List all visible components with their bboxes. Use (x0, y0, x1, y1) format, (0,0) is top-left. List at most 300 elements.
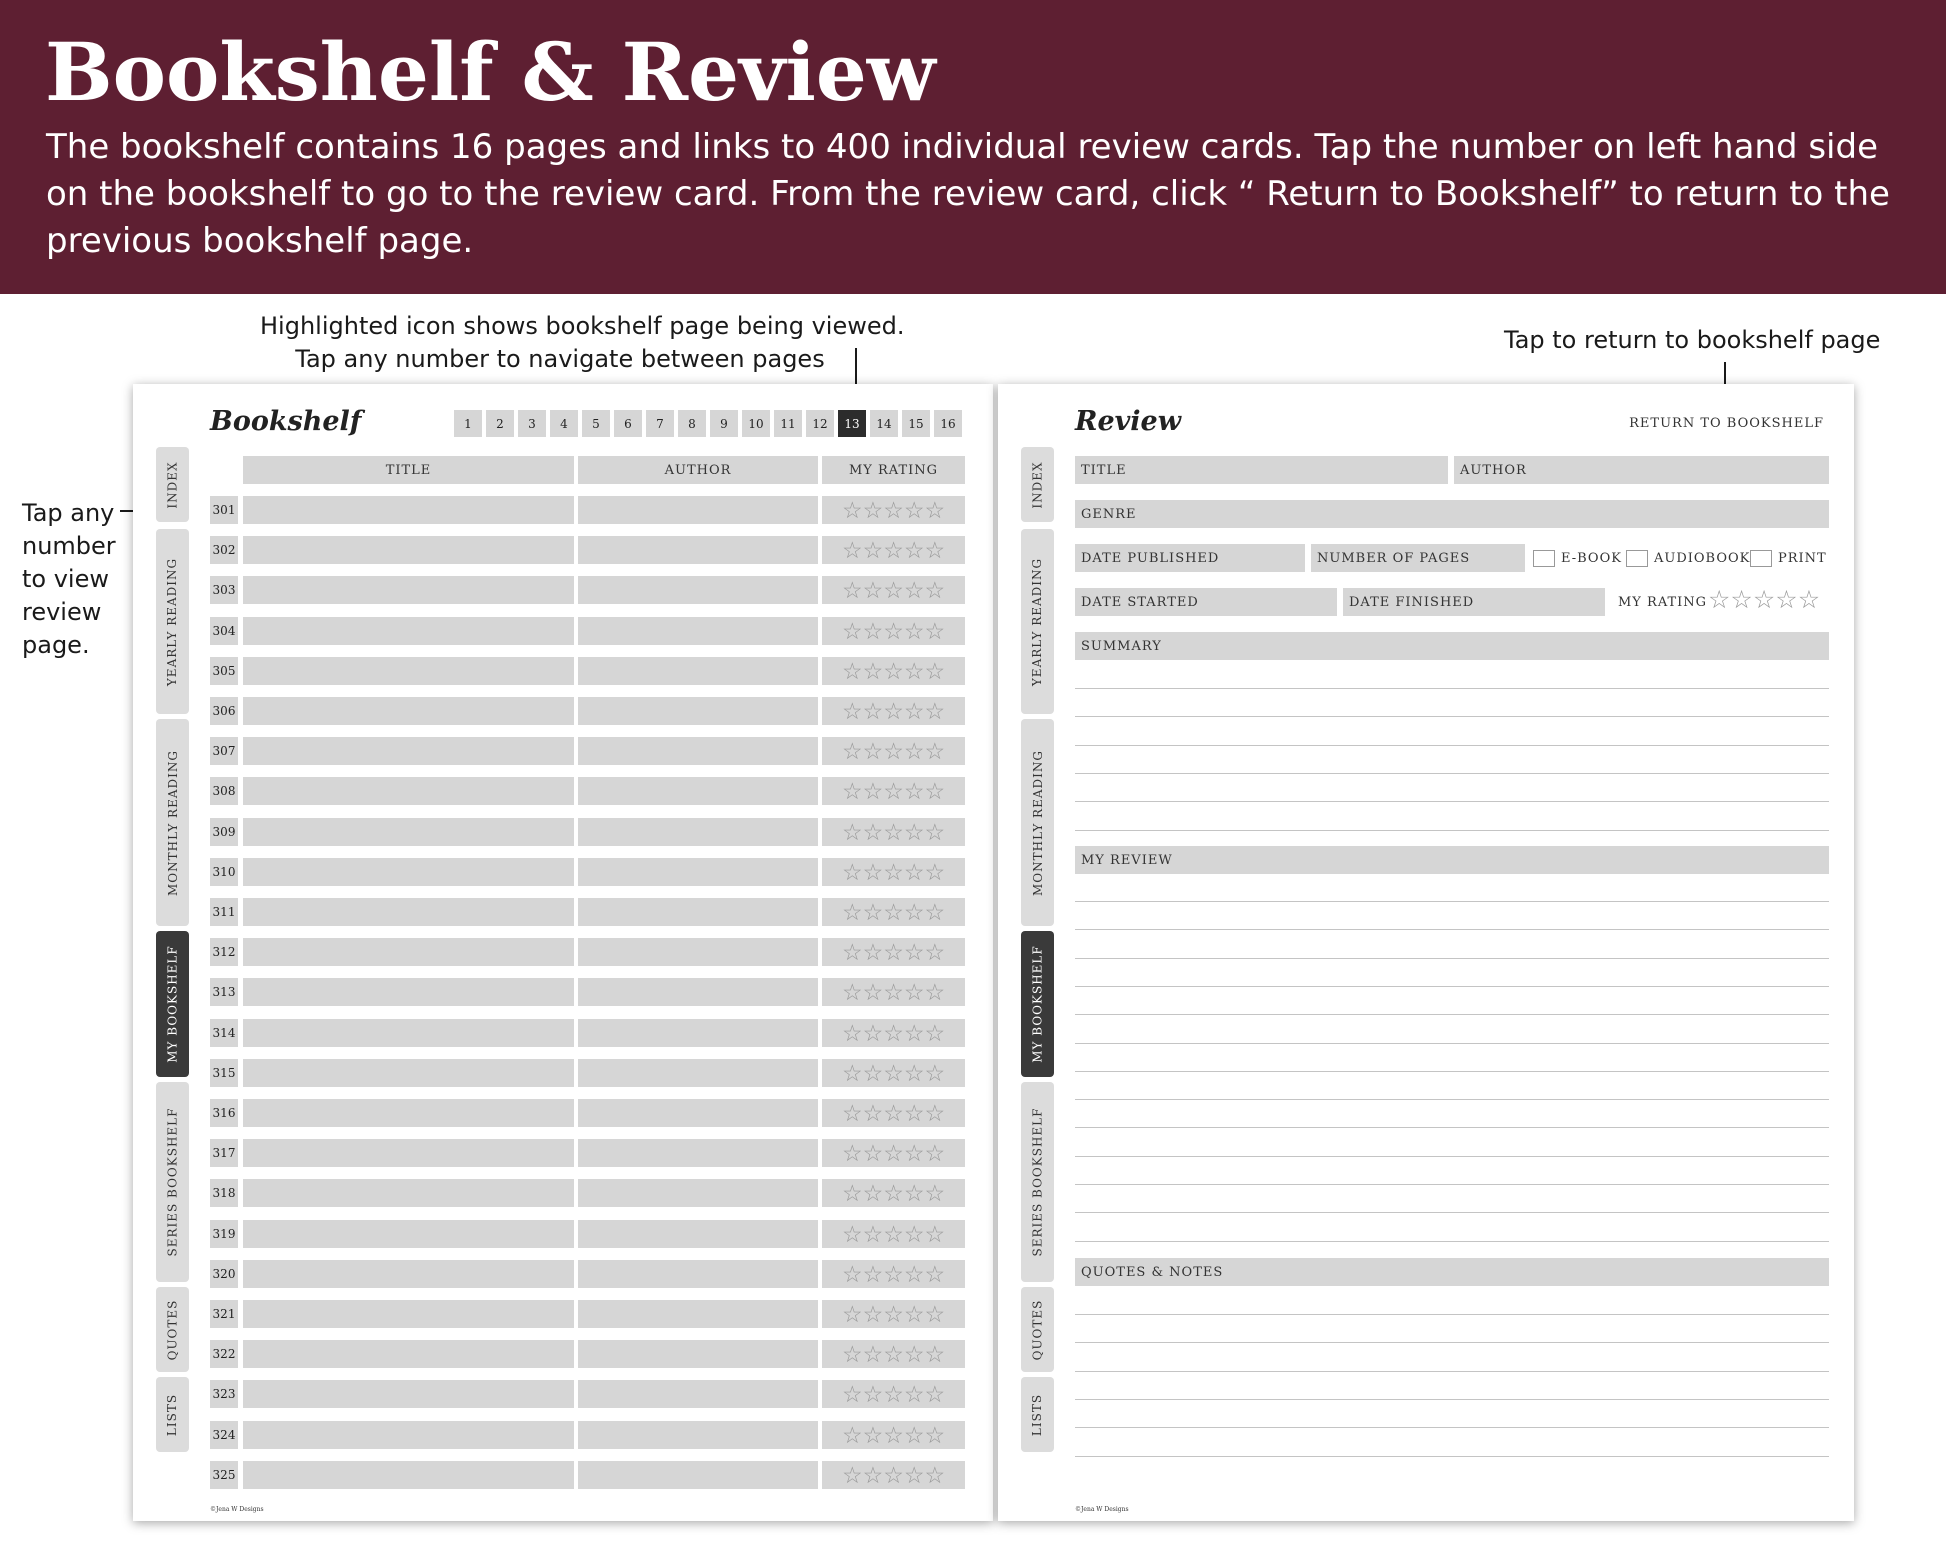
star-outline-icon[interactable]: ☆ (924, 738, 946, 765)
star-outline-icon[interactable]: ☆ (841, 1461, 863, 1488)
row-number-link[interactable]: 317 (210, 1139, 238, 1167)
star-outline-icon[interactable]: ☆ (903, 1100, 925, 1126)
star-outline-icon[interactable]: ☆ (883, 1461, 904, 1488)
star-outline-icon[interactable]: ☆ (903, 1421, 925, 1448)
tab-my-bookshelf[interactable] (1021, 931, 1054, 1077)
star-outline-icon[interactable]: ☆ (841, 1381, 863, 1408)
star-outline-icon[interactable]: ☆ (903, 858, 925, 885)
star-outline-icon[interactable]: ☆ (903, 818, 925, 845)
star-outline-icon[interactable]: ☆ (883, 657, 904, 684)
title-cell[interactable] (243, 1461, 574, 1489)
title-cell[interactable] (243, 657, 574, 685)
title-cell[interactable] (243, 1179, 574, 1207)
star-outline-icon[interactable]: ☆ (862, 1301, 884, 1327)
star-outline-icon[interactable]: ☆ (903, 1180, 925, 1207)
rating-cell (822, 1139, 965, 1167)
star-outline-icon[interactable]: ☆ (924, 657, 946, 684)
star-outline-icon[interactable]: ☆ (903, 939, 925, 966)
star-outline-icon[interactable]: ☆ (862, 1260, 884, 1287)
row-number-link[interactable]: 303 (210, 576, 238, 604)
author-cell[interactable] (578, 576, 818, 604)
star-outline-icon[interactable]: ☆ (841, 657, 863, 684)
tab-label: MONTHLY READING (1030, 749, 1045, 896)
row-number-annotation: Tap any number to view review page. (22, 499, 116, 659)
table-row (210, 1260, 964, 1288)
row-number-link[interactable]: 322 (210, 1340, 238, 1368)
row-number-link[interactable]: 324 (210, 1421, 238, 1449)
tab-quotes[interactable] (156, 1287, 189, 1372)
star-outline-icon[interactable]: ☆ (841, 1019, 863, 1046)
star-outline-icon[interactable]: ☆ (1797, 586, 1821, 614)
star-outline-icon[interactable]: ☆ (924, 818, 946, 845)
title-column-header: TITLE (243, 456, 574, 484)
row-number-link[interactable]: 312 (210, 938, 238, 966)
writing-line[interactable] (1075, 1099, 1829, 1100)
page-number-button[interactable]: 6 (614, 410, 642, 437)
star-outline-icon[interactable]: ☆ (924, 778, 946, 805)
number-of-pages-field[interactable]: NUMBER OF PAGES (1311, 544, 1525, 572)
star-outline-icon[interactable]: ☆ (841, 778, 863, 805)
tab-lists[interactable] (1021, 1377, 1054, 1452)
star-outline-icon[interactable]: ☆ (924, 858, 946, 885)
star-outline-icon[interactable]: ☆ (862, 497, 884, 523)
title-cell[interactable] (243, 1059, 574, 1087)
title-cell[interactable] (243, 777, 574, 805)
writing-line[interactable] (1075, 1212, 1829, 1213)
row-number-link[interactable]: 302 (210, 536, 238, 564)
star-outline-icon[interactable]: ☆ (903, 899, 925, 925)
star-outline-icon[interactable]: ☆ (862, 1220, 884, 1247)
row-number-link[interactable]: 309 (210, 818, 238, 846)
star-outline-icon[interactable]: ☆ (924, 1260, 946, 1287)
star-outline-icon[interactable]: ☆ (924, 1140, 946, 1167)
star-outline-icon[interactable]: ☆ (903, 1220, 925, 1247)
star-outline-icon[interactable]: ☆ (924, 537, 946, 564)
author-cell[interactable] (578, 657, 818, 685)
tab-label: INDEX (1030, 460, 1045, 509)
star-outline-icon[interactable]: ☆ (841, 617, 863, 644)
tab-yearly-reading[interactable] (156, 529, 189, 714)
author-cell[interactable] (578, 978, 818, 1006)
row-number-link[interactable]: 304 (210, 617, 238, 645)
star-outline-icon[interactable]: ☆ (883, 1301, 904, 1327)
author-cell[interactable] (578, 1260, 818, 1288)
author-field[interactable]: AUTHOR (1454, 456, 1829, 484)
row-number-link[interactable]: 314 (210, 1019, 238, 1047)
star-outline-icon[interactable]: ☆ (883, 738, 904, 765)
tab-label: INDEX (165, 460, 180, 509)
star-outline-icon[interactable]: ☆ (903, 497, 925, 523)
tab-quotes[interactable] (1021, 1287, 1054, 1372)
writing-line[interactable] (1075, 986, 1829, 987)
author-cell[interactable] (578, 1220, 818, 1248)
page-number-button[interactable]: 1 (454, 410, 482, 437)
return-annotation: Tap to return to bookshelf page (1504, 326, 1881, 354)
writing-line[interactable] (1075, 716, 1829, 717)
table-row (210, 1461, 964, 1489)
star-outline-icon[interactable]: ☆ (862, 1461, 884, 1488)
page-number-button[interactable]: 15 (902, 410, 930, 437)
star-outline-icon[interactable]: ☆ (883, 979, 904, 1006)
row-number-link[interactable]: 318 (210, 1179, 238, 1207)
star-outline-icon[interactable]: ☆ (841, 1301, 863, 1327)
writing-line[interactable] (1075, 801, 1829, 802)
star-outline-icon[interactable]: ☆ (883, 577, 904, 604)
title-cell[interactable] (243, 1421, 574, 1449)
title-cell[interactable] (243, 938, 574, 966)
star-outline-icon[interactable]: ☆ (1730, 586, 1753, 614)
writing-line[interactable] (1075, 1127, 1829, 1128)
star-outline-icon[interactable]: ☆ (903, 1301, 925, 1327)
author-cell[interactable] (578, 858, 818, 886)
star-outline-icon[interactable]: ☆ (924, 1220, 946, 1247)
star-outline-icon[interactable]: ☆ (1775, 586, 1798, 614)
star-outline-icon[interactable]: ☆ (883, 1100, 904, 1126)
star-outline-icon[interactable]: ☆ (862, 617, 884, 644)
star-outline-icon[interactable]: ☆ (841, 1140, 863, 1167)
author-cell[interactable] (578, 1139, 818, 1167)
writing-line[interactable] (1075, 1156, 1829, 1157)
star-outline-icon[interactable]: ☆ (862, 1100, 884, 1126)
my-rating-label: MY RATING (1618, 595, 1708, 610)
star-outline-icon[interactable]: ☆ (841, 939, 863, 966)
row-number-link[interactable]: 319 (210, 1220, 238, 1248)
title-cell[interactable] (243, 1220, 574, 1248)
author-cell[interactable] (578, 1179, 818, 1207)
star-outline-icon[interactable]: ☆ (883, 1019, 904, 1046)
return-to-bookshelf-link[interactable]: RETURN TO BOOKSHELF (1629, 416, 1824, 431)
star-outline-icon[interactable]: ☆ (903, 979, 925, 1006)
star-outline-icon[interactable]: ☆ (903, 1059, 925, 1086)
row-number-link[interactable]: 323 (210, 1380, 238, 1408)
title-cell[interactable] (243, 1380, 574, 1408)
my-review-header: MY REVIEW (1075, 846, 1829, 874)
author-cell[interactable] (578, 898, 818, 926)
title-field[interactable]: TITLE (1075, 456, 1448, 484)
writing-line[interactable] (1075, 1014, 1829, 1015)
writing-line[interactable] (1075, 1456, 1829, 1457)
author-cell[interactable] (578, 496, 818, 524)
print-checkbox[interactable] (1750, 550, 1772, 567)
rating-cell (822, 1461, 965, 1489)
tab-series-bookshelf[interactable] (156, 1082, 189, 1282)
tab-monthly-reading[interactable] (1021, 719, 1054, 926)
star-outline-icon[interactable]: ☆ (924, 1019, 946, 1046)
title-cell[interactable] (243, 818, 574, 846)
title-cell[interactable] (243, 978, 574, 1006)
star-outline-icon[interactable]: ☆ (924, 617, 946, 644)
star-outline-icon[interactable]: ☆ (924, 497, 946, 523)
title-cell[interactable] (243, 697, 574, 725)
star-outline-icon[interactable]: ☆ (924, 698, 946, 724)
table-row (210, 818, 964, 846)
star-outline-icon[interactable]: ☆ (924, 1301, 946, 1327)
title-cell[interactable] (243, 1300, 574, 1328)
star-outline-icon[interactable]: ☆ (841, 818, 863, 845)
star-outline-icon[interactable]: ☆ (862, 899, 884, 925)
author-cell[interactable] (578, 1461, 818, 1489)
star-outline-icon[interactable]: ☆ (883, 1421, 904, 1448)
star-outline-icon[interactable]: ☆ (883, 1059, 904, 1086)
star-outline-icon[interactable]: ☆ (903, 698, 925, 724)
star-outline-icon[interactable]: ☆ (903, 1461, 925, 1488)
page-number-button[interactable]: 9 (710, 410, 738, 437)
writing-line[interactable] (1075, 1371, 1829, 1372)
row-number-link[interactable]: 320 (210, 1260, 238, 1288)
page-number-button[interactable]: 13 (838, 410, 866, 437)
page-number-button[interactable]: 16 (934, 410, 962, 437)
star-outline-icon[interactable]: ☆ (924, 899, 946, 925)
star-outline-icon[interactable]: ☆ (841, 1059, 863, 1086)
row-number-link[interactable]: 311 (210, 898, 238, 926)
star-outline-icon[interactable]: ☆ (883, 1381, 904, 1408)
writing-line[interactable] (1075, 773, 1829, 774)
star-outline-icon[interactable]: ☆ (903, 1260, 925, 1287)
title-cell[interactable] (243, 1260, 574, 1288)
star-outline-icon[interactable]: ☆ (883, 858, 904, 885)
row-number-link[interactable]: 305 (210, 657, 238, 685)
row-number-link[interactable]: 315 (210, 1059, 238, 1087)
title-cell[interactable] (243, 576, 574, 604)
star-outline-icon[interactable]: ☆ (841, 1220, 863, 1247)
date-published-field[interactable]: DATE PUBLISHED (1075, 544, 1305, 572)
star-outline-icon[interactable]: ☆ (924, 1100, 946, 1126)
author-cell[interactable] (578, 1300, 818, 1328)
star-outline-icon[interactable]: ☆ (862, 1180, 884, 1207)
star-outline-icon[interactable]: ☆ (883, 698, 904, 724)
row-number-link[interactable]: 313 (210, 978, 238, 1006)
genre-field[interactable]: GENRE (1075, 500, 1829, 528)
star-outline-icon[interactable]: ☆ (862, 698, 884, 724)
star-outline-icon[interactable]: ☆ (883, 778, 904, 805)
title-cell[interactable] (243, 617, 574, 645)
date-finished-field[interactable]: DATE FINISHED (1343, 588, 1605, 616)
star-outline-icon[interactable]: ☆ (862, 537, 884, 564)
writing-line[interactable] (1075, 688, 1829, 689)
star-outline-icon[interactable]: ☆ (862, 979, 884, 1006)
audiobook-checkbox[interactable] (1626, 550, 1648, 567)
tab-lists[interactable] (156, 1377, 189, 1452)
star-outline-icon[interactable]: ☆ (862, 738, 884, 765)
star-outline-icon[interactable]: ☆ (924, 1461, 946, 1488)
author-cell[interactable] (578, 1340, 818, 1368)
highlight-annotation-line2: Tap any number to navigate between pages (295, 345, 825, 373)
page-number-button[interactable]: 10 (742, 410, 770, 437)
star-outline-icon[interactable]: ☆ (841, 979, 863, 1006)
star-outline-icon[interactable]: ☆ (903, 657, 925, 684)
star-outline-icon[interactable]: ☆ (841, 577, 863, 604)
star-outline-icon[interactable]: ☆ (883, 1220, 904, 1247)
writing-line[interactable] (1075, 1043, 1829, 1044)
tab-index[interactable] (156, 447, 189, 522)
star-outline-icon[interactable]: ☆ (841, 1180, 863, 1207)
writing-line[interactable] (1075, 1314, 1829, 1315)
page-number-button[interactable]: 14 (870, 410, 898, 437)
author-cell[interactable] (578, 697, 818, 725)
title-cell[interactable] (243, 737, 574, 765)
star-outline-icon[interactable]: ☆ (924, 1059, 946, 1086)
star-outline-icon[interactable]: ☆ (862, 939, 884, 966)
star-outline-icon[interactable]: ☆ (841, 1260, 863, 1287)
star-outline-icon[interactable]: ☆ (924, 577, 946, 604)
writing-line[interactable] (1075, 1071, 1829, 1072)
page-number-button[interactable]: 11 (774, 410, 802, 437)
star-outline-icon[interactable]: ☆ (924, 1341, 946, 1368)
page-number-button[interactable]: 4 (550, 410, 578, 437)
star-outline-icon[interactable]: ☆ (841, 738, 863, 765)
table-row (210, 1139, 964, 1167)
writing-line[interactable] (1075, 1184, 1829, 1185)
title-cell[interactable] (243, 898, 574, 926)
star-outline-icon[interactable]: ☆ (841, 698, 863, 724)
writing-line[interactable] (1075, 1342, 1829, 1343)
author-cell[interactable] (578, 1380, 818, 1408)
rating-cell (822, 938, 965, 966)
writing-line[interactable] (1075, 929, 1829, 930)
tab-my-bookshelf[interactable] (156, 931, 189, 1077)
tab-yearly-reading[interactable] (1021, 529, 1054, 714)
star-outline-icon[interactable]: ☆ (903, 1341, 925, 1368)
star-outline-icon[interactable]: ☆ (883, 617, 904, 644)
author-cell[interactable] (578, 938, 818, 966)
row-number-link[interactable]: 310 (210, 858, 238, 886)
table-row (210, 1099, 964, 1127)
author-cell[interactable] (578, 617, 818, 645)
writing-line[interactable] (1075, 901, 1829, 902)
copyright: ©Jena W Designs (1075, 1506, 1129, 1513)
star-outline-icon[interactable]: ☆ (924, 1180, 946, 1207)
author-cell[interactable] (578, 1099, 818, 1127)
page-number-button[interactable]: 5 (582, 410, 610, 437)
star-outline-icon[interactable]: ☆ (841, 497, 863, 523)
star-outline-icon[interactable]: ☆ (862, 1019, 884, 1046)
rating-cell (822, 1260, 965, 1288)
star-outline-icon[interactable]: ☆ (903, 1140, 925, 1167)
page-number-button[interactable]: 3 (518, 410, 546, 437)
star-outline-icon[interactable]: ☆ (862, 657, 884, 684)
title-cell[interactable] (243, 1099, 574, 1127)
table-row (210, 1179, 964, 1207)
star-outline-icon[interactable]: ☆ (883, 1260, 904, 1287)
star-outline-icon[interactable]: ☆ (883, 537, 904, 564)
rating-cell (822, 617, 965, 645)
star-outline-icon[interactable]: ☆ (862, 1341, 884, 1368)
audiobook-label: AUDIOBOOK (1654, 551, 1751, 566)
star-outline-icon[interactable]: ☆ (841, 1341, 863, 1368)
date-started-field[interactable]: DATE STARTED (1075, 588, 1337, 616)
page-number-button[interactable]: 8 (678, 410, 706, 437)
title-cell[interactable] (243, 858, 574, 886)
page-number-button[interactable]: 7 (646, 410, 674, 437)
tab-series-bookshelf[interactable] (1021, 1082, 1054, 1282)
author-cell[interactable] (578, 818, 818, 846)
star-outline-icon[interactable]: ☆ (883, 1180, 904, 1207)
title-cell[interactable] (243, 1139, 574, 1167)
table-row (210, 1421, 964, 1449)
author-cell[interactable] (578, 737, 818, 765)
star-outline-icon[interactable]: ☆ (883, 1140, 904, 1167)
star-outline-icon[interactable]: ☆ (883, 497, 904, 523)
star-outline-icon[interactable]: ☆ (862, 1140, 884, 1167)
star-outline-icon[interactable]: ☆ (862, 1381, 884, 1408)
writing-line[interactable] (1075, 958, 1829, 959)
star-outline-icon[interactable]: ☆ (924, 1381, 946, 1408)
title-cell[interactable] (243, 1340, 574, 1368)
writing-line[interactable] (1075, 1427, 1829, 1428)
star-outline-icon[interactable]: ☆ (903, 778, 925, 805)
title-cell[interactable] (243, 1019, 574, 1047)
writing-line[interactable] (1075, 830, 1829, 831)
title-cell[interactable] (243, 496, 574, 524)
star-outline-icon[interactable]: ☆ (883, 818, 904, 845)
star-outline-icon[interactable]: ☆ (903, 617, 925, 644)
row-number-link[interactable]: 316 (210, 1099, 238, 1127)
title-cell[interactable] (243, 536, 574, 564)
author-cell[interactable] (578, 1421, 818, 1449)
star-outline-icon[interactable]: ☆ (841, 858, 863, 885)
author-cell[interactable] (578, 536, 818, 564)
star-outline-icon[interactable]: ☆ (862, 778, 884, 805)
ebook-checkbox[interactable] (1533, 550, 1555, 567)
row-number-link[interactable]: 306 (210, 697, 238, 725)
banner-title: Bookshelf & Review (45, 25, 936, 119)
tab-monthly-reading[interactable] (156, 719, 189, 926)
star-outline-icon[interactable]: ☆ (862, 577, 884, 604)
star-outline-icon[interactable]: ☆ (841, 1100, 863, 1126)
row-number-link[interactable]: 301 (210, 496, 238, 524)
star-outline-icon[interactable]: ☆ (903, 577, 925, 604)
star-outline-icon[interactable]: ☆ (903, 537, 925, 564)
star-outline-icon[interactable]: ☆ (841, 537, 863, 564)
row-number-link[interactable]: 307 (210, 737, 238, 765)
star-outline-icon[interactable]: ☆ (862, 818, 884, 845)
star-outline-icon[interactable]: ☆ (1708, 586, 1731, 614)
star-outline-icon[interactable]: ☆ (924, 939, 946, 966)
star-outline-icon[interactable]: ☆ (883, 899, 904, 925)
star-outline-icon[interactable]: ☆ (841, 1421, 863, 1448)
author-cell[interactable] (578, 777, 818, 805)
star-outline-icon[interactable]: ☆ (903, 1019, 925, 1046)
star-outline-icon[interactable]: ☆ (883, 1341, 904, 1368)
star-outline-icon[interactable]: ☆ (862, 1059, 884, 1086)
star-outline-icon[interactable]: ☆ (924, 1421, 946, 1448)
star-outline-icon[interactable]: ☆ (862, 858, 884, 885)
star-outline-icon[interactable]: ☆ (1752, 586, 1776, 614)
writing-line[interactable] (1075, 1399, 1829, 1400)
star-outline-icon[interactable]: ☆ (903, 738, 925, 765)
row-number-link[interactable]: 308 (210, 777, 238, 805)
row-number-link[interactable]: 325 (210, 1461, 238, 1489)
star-outline-icon[interactable]: ☆ (841, 899, 863, 925)
author-cell[interactable] (578, 1059, 818, 1087)
rating-cell (822, 697, 965, 725)
author-cell[interactable] (578, 1019, 818, 1047)
writing-line[interactable] (1075, 745, 1829, 746)
table-row (210, 1340, 964, 1368)
row-number-link[interactable]: 321 (210, 1300, 238, 1328)
star-outline-icon[interactable]: ☆ (903, 1381, 925, 1408)
rating-cell (822, 1059, 965, 1087)
rating-cell (822, 737, 965, 765)
rating-cell (822, 1099, 965, 1127)
tab-index[interactable] (1021, 447, 1054, 522)
star-outline-icon[interactable]: ☆ (924, 979, 946, 1006)
writing-line[interactable] (1075, 1241, 1829, 1242)
star-outline-icon[interactable]: ☆ (862, 1421, 884, 1448)
star-outline-icon[interactable]: ☆ (883, 939, 904, 966)
page-number-button[interactable]: 12 (806, 410, 834, 437)
page-number-button[interactable]: 2 (486, 410, 514, 437)
